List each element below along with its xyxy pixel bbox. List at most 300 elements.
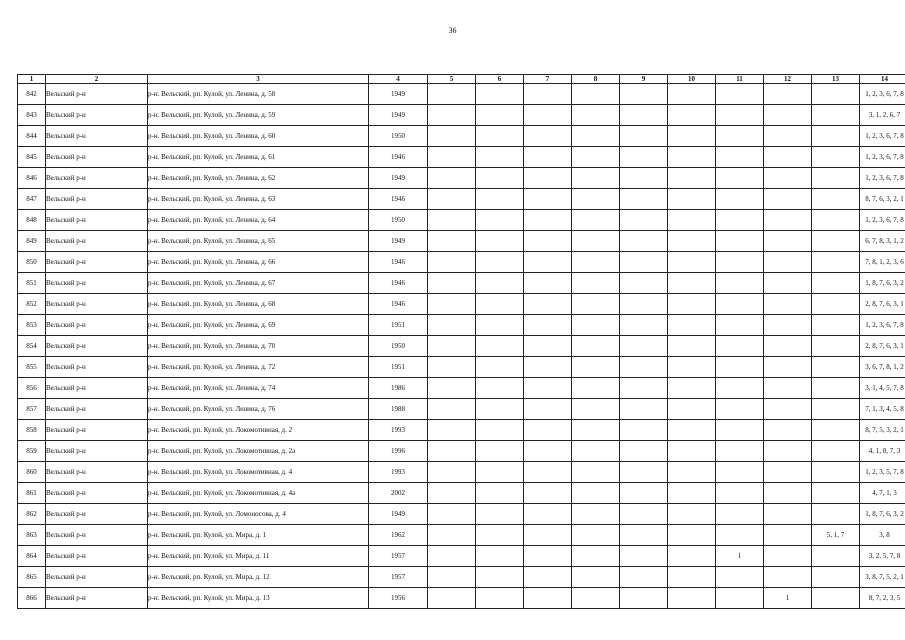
col10-cell [668,399,716,420]
address-cell: р-н. Вельский, рп. Кулой, ул. Ленина, д. 67 [148,273,369,294]
address-cell: р-н. Вельский, рп. Кулой, ул. Ленина, д. 76 [148,399,369,420]
district-cell: Вельский р-н [46,588,148,609]
column-header-6: 6 [476,75,524,84]
col5-cell [428,588,476,609]
column-header-7: 7 [524,75,572,84]
col9-cell [620,168,668,189]
col6-cell [476,504,524,525]
col5-cell [428,525,476,546]
year-cell: 1957 [369,546,428,567]
col10-cell [668,315,716,336]
row-number: 856 [18,378,46,399]
col5-cell [428,168,476,189]
table-row [18,483,905,504]
col6-cell [476,357,524,378]
col6-cell [476,588,524,609]
address-cell: р-н. Вельский, рп. Кулой, ул. Ленина, д. 74 [148,378,369,399]
col6-cell [476,210,524,231]
col13-cell [812,567,860,588]
row-number: 855 [18,357,46,378]
col9-cell [620,567,668,588]
col11-cell [716,231,764,252]
year-cell: 1951 [369,315,428,336]
table-row [18,399,905,420]
col7-cell [524,483,572,504]
district-cell: Вельский р-н [46,336,148,357]
col8-cell [572,105,620,126]
col13-cell [812,336,860,357]
col8-cell [572,420,620,441]
col12-cell [764,168,812,189]
col11-cell [716,420,764,441]
col8-cell [572,399,620,420]
col5-cell [428,273,476,294]
col13-cell [812,231,860,252]
col12-cell [764,567,812,588]
address-cell: р-н. Вельский, рп. Кулой, ул. Ленина, д. 61 [148,147,369,168]
year-cell: 1946 [369,147,428,168]
col7-cell [524,273,572,294]
col8-cell [572,210,620,231]
address-cell: р-н. Вельский, рп. Кулой, ул. Ленина, д. 65 [148,231,369,252]
col8-cell [572,189,620,210]
year-cell: 1957 [369,567,428,588]
col7-cell [524,147,572,168]
col7-cell [524,399,572,420]
col12-cell [764,273,812,294]
table-row [18,357,905,378]
col14-cell: 2, 8, 7, 6, 3, 1 [860,336,905,357]
col10-cell [668,168,716,189]
col9-cell [620,147,668,168]
col10-cell [668,588,716,609]
address-cell: р-н. Вельский, рп. Кулой, ул. Ленина, д. 69 [148,315,369,336]
col11-cell [716,84,764,105]
col7-cell [524,84,572,105]
col11-cell [716,126,764,147]
col12-cell [764,462,812,483]
col10-cell [668,504,716,525]
col11-cell [716,294,764,315]
address-cell: р-н. Вельский, рп. Кулой, ул. Ломоносова, д. 4 [148,504,369,525]
table-row [18,252,905,273]
year-cell: 1946 [369,189,428,210]
col11-cell [716,567,764,588]
col7-cell [524,525,572,546]
row-number: 845 [18,147,46,168]
col14-cell: 1, 2, 3, 6, 7, 8 [860,84,905,105]
col7-cell [524,105,572,126]
table-row [18,525,905,546]
col12-cell [764,147,812,168]
col11-cell [716,168,764,189]
col12-cell [764,84,812,105]
col11-cell [716,357,764,378]
col12-cell [764,294,812,315]
col7-cell [524,189,572,210]
col11-cell [716,441,764,462]
col6-cell [476,399,524,420]
row-number: 865 [18,567,46,588]
col10-cell [668,231,716,252]
col8-cell [572,378,620,399]
col7-cell [524,126,572,147]
table-row [18,294,905,315]
col6-cell [476,441,524,462]
year-cell: 1949 [369,105,428,126]
col7-cell [524,420,572,441]
year-cell: 1949 [369,231,428,252]
col7-cell [524,315,572,336]
address-cell: р-н. Вельский, рп. Кулой, ул. Ленина, д. 62 [148,168,369,189]
col7-cell [524,357,572,378]
table-row [18,147,905,168]
col11-cell [716,189,764,210]
col12-cell [764,252,812,273]
col14-cell: 6, 7, 8, 3, 1, 2 [860,231,905,252]
col14-cell: 4, 1, 8, 7, 3 [860,441,905,462]
col11-cell [716,210,764,231]
col5-cell [428,357,476,378]
year-cell: 1949 [369,504,428,525]
address-cell: р-н. Вельский, рп. Кулой, ул. Ленина, д. 64 [148,210,369,231]
col5-cell [428,189,476,210]
col8-cell [572,525,620,546]
address-cell: р-н. Вельский, рп. Кулой, ул. Ленина, д. 66 [148,252,369,273]
year-cell: 1986 [369,378,428,399]
col6-cell [476,84,524,105]
col5-cell [428,483,476,504]
table-row [18,546,905,567]
col11-cell [716,462,764,483]
col13-cell: 5, 1, 7 [812,525,860,546]
row-number: 858 [18,420,46,441]
col11-cell [716,273,764,294]
col14-cell: 1, 8, 7, 6, 3, 2 [860,273,905,294]
header-row [18,75,905,84]
table-row [18,273,905,294]
col6-cell [476,336,524,357]
column-header-3: 3 [148,75,369,84]
col5-cell [428,504,476,525]
row-number: 852 [18,294,46,315]
col11-cell [716,588,764,609]
row-number: 842 [18,84,46,105]
col5-cell [428,567,476,588]
col9-cell [620,294,668,315]
col11-cell [716,504,764,525]
district-cell: Вельский р-н [46,378,148,399]
col14-cell: 3, 2, 5, 7, 8 [860,546,905,567]
col9-cell [620,504,668,525]
col13-cell [812,462,860,483]
table-row [18,504,905,525]
year-cell: 1962 [369,525,428,546]
address-cell: р-н. Вельский, рп. Кулой, ул. Мира, д. 12 [148,567,369,588]
year-cell: 1993 [369,420,428,441]
col9-cell [620,378,668,399]
col7-cell [524,231,572,252]
col6-cell [476,378,524,399]
col10-cell [668,105,716,126]
col10-cell [668,483,716,504]
col9-cell [620,126,668,147]
col12-cell [764,231,812,252]
district-cell: Вельский р-н [46,399,148,420]
col14-cell: 7, 1, 3, 4, 5, 8 [860,399,905,420]
district-cell: Вельский р-н [46,315,148,336]
col5-cell [428,105,476,126]
col12-cell [764,336,812,357]
district-cell: Вельский р-н [46,126,148,147]
col14-cell: 1, 2, 3, 6, 7, 8 [860,126,905,147]
col7-cell [524,336,572,357]
year-cell: 1950 [369,126,428,147]
col10-cell [668,294,716,315]
col10-cell [668,378,716,399]
col10-cell [668,462,716,483]
address-cell: р-н. Вельский, рп. Кулой, ул. Ленина, д. 60 [148,126,369,147]
col12-cell [764,483,812,504]
col14-cell: 8, 7, 2, 3, 5 [860,588,905,609]
col10-cell [668,84,716,105]
table-row [18,315,905,336]
col14-cell: 1, 8, 7, 6, 3, 2 [860,504,905,525]
col13-cell [812,588,860,609]
col6-cell [476,147,524,168]
table-row [18,84,905,105]
address-cell: р-н. Вельский, рп. Кулой, ул. Ленина, д. 72 [148,357,369,378]
col8-cell [572,126,620,147]
table-row [18,231,905,252]
address-cell: р-н. Вельский, рп. Кулой, ул. Мира, д. 13 [148,588,369,609]
col7-cell [524,441,572,462]
col12-cell [764,399,812,420]
col6-cell [476,420,524,441]
year-cell: 1950 [369,210,428,231]
col6-cell [476,525,524,546]
col12-cell [764,210,812,231]
col9-cell [620,273,668,294]
year-cell: 1988 [369,399,428,420]
col6-cell [476,567,524,588]
col5-cell [428,462,476,483]
district-cell: Вельский р-н [46,420,148,441]
col5-cell [428,399,476,420]
col10-cell [668,525,716,546]
col9-cell [620,252,668,273]
col9-cell [620,315,668,336]
col14-cell: 1, 2, 3, 6, 7, 8 [860,168,905,189]
col8-cell [572,462,620,483]
district-cell: Вельский р-н [46,546,148,567]
col11-cell [716,315,764,336]
col13-cell [812,147,860,168]
col6-cell [476,315,524,336]
col9-cell [620,231,668,252]
col12-cell [764,105,812,126]
col12-cell [764,315,812,336]
col11-cell [716,147,764,168]
address-cell: р-н. Вельский, рп. Кулой, ул. Ленина, д. 59 [148,105,369,126]
col13-cell [812,378,860,399]
row-number: 853 [18,315,46,336]
col5-cell [428,210,476,231]
col6-cell [476,252,524,273]
row-number: 849 [18,231,46,252]
year-cell: 1950 [369,336,428,357]
col8-cell [572,168,620,189]
column-header-10: 10 [668,75,716,84]
row-number: 854 [18,336,46,357]
col6-cell [476,483,524,504]
col9-cell [620,105,668,126]
address-cell: р-н. Вельский, рп. Кулой, ул. Локомотивная, д. 2а [148,441,369,462]
address-cell: р-н. Вельский, рп. Кулой, ул. Мира, д. 1 [148,525,369,546]
col14-cell: 2, 8, 7, 6, 3, 1 [860,294,905,315]
col7-cell [524,168,572,189]
column-header-9: 9 [620,75,668,84]
col7-cell [524,378,572,399]
district-cell: Вельский р-н [46,525,148,546]
col14-cell: 4, 7, 1, 3 [860,483,905,504]
row-number: 848 [18,210,46,231]
table-row [18,168,905,189]
col14-cell: 1, 2, 3, 6, 7, 8 [860,315,905,336]
col14-cell: 7, 8, 1, 2, 3, 6 [860,252,905,273]
col8-cell [572,252,620,273]
district-cell: Вельский р-н [46,84,148,105]
address-cell: р-н. Вельский, рп. Кулой, ул. Ленина, д. 63 [148,189,369,210]
col10-cell [668,567,716,588]
table-row [18,441,905,462]
table-row [18,378,905,399]
col10-cell [668,273,716,294]
address-cell: р-н. Вельский, рп. Кулой, ул. Ленина, д. 68 [148,294,369,315]
col10-cell [668,126,716,147]
col14-cell: 3, 1, 2, 6, 7 [860,105,905,126]
col7-cell [524,252,572,273]
col7-cell [524,567,572,588]
col5-cell [428,420,476,441]
col9-cell [620,210,668,231]
col14-cell: 3, 8, 7, 5, 2, 1 [860,567,905,588]
col6-cell [476,189,524,210]
col9-cell [620,546,668,567]
col13-cell [812,105,860,126]
district-cell: Вельский р-н [46,357,148,378]
column-header-1: 1 [18,75,46,84]
table-row [18,189,905,210]
col11-cell [716,105,764,126]
col13-cell [812,252,860,273]
year-cell: 1946 [369,294,428,315]
column-header-4: 4 [369,75,428,84]
column-header-5: 5 [428,75,476,84]
col10-cell [668,252,716,273]
col10-cell [668,441,716,462]
col5-cell [428,378,476,399]
district-cell: Вельский р-н [46,189,148,210]
col10-cell [668,336,716,357]
col13-cell [812,399,860,420]
col6-cell [476,273,524,294]
year-cell: 2002 [369,483,428,504]
col11-cell: 1 [716,546,764,567]
col7-cell [524,546,572,567]
year-cell: 1949 [369,168,428,189]
col12-cell [764,546,812,567]
col5-cell [428,147,476,168]
district-cell: Вельский р-н [46,210,148,231]
col13-cell [812,84,860,105]
table-body [18,84,905,609]
col14-cell: 3, 6, 7, 8, 1, 2 [860,357,905,378]
column-header-11: 11 [716,75,764,84]
column-header-13: 13 [812,75,860,84]
col12-cell [764,525,812,546]
district-cell: Вельский р-н [46,273,148,294]
col8-cell [572,147,620,168]
row-number: 843 [18,105,46,126]
col8-cell [572,357,620,378]
col14-cell: 1, 2, 3, 5, 7, 8 [860,462,905,483]
district-cell: Вельский р-н [46,483,148,504]
col11-cell [716,336,764,357]
col8-cell [572,567,620,588]
year-cell: 1993 [369,462,428,483]
row-number: 851 [18,273,46,294]
district-cell: Вельский р-н [46,105,148,126]
col8-cell [572,273,620,294]
col10-cell [668,546,716,567]
table-row [18,420,905,441]
year-cell: 1949 [369,84,428,105]
col7-cell [524,588,572,609]
column-header-2: 2 [46,75,148,84]
district-cell: Вельский р-н [46,168,148,189]
col12-cell [764,420,812,441]
district-cell: Вельский р-н [46,504,148,525]
row-number: 866 [18,588,46,609]
col7-cell [524,462,572,483]
col13-cell [812,357,860,378]
row-number: 862 [18,504,46,525]
col6-cell [476,105,524,126]
col6-cell [476,546,524,567]
page-number: 36 [448,26,457,35]
address-cell: р-н. Вельский, рп. Кулой, ул. Локомотивная, д. 4а [148,483,369,504]
district-cell: Вельский р-н [46,231,148,252]
year-cell: 1946 [369,252,428,273]
col8-cell [572,84,620,105]
col6-cell [476,126,524,147]
address-cell: р-н. Вельский, рп. Кулой, ул. Ленина, д. 58 [148,84,369,105]
address-cell: р-н. Вельский, рп. Кулой, ул. Ленина, д. 70 [148,336,369,357]
col14-cell: 1, 2, 3, 6, 7, 8 [860,147,905,168]
district-cell: Вельский р-н [46,567,148,588]
col6-cell [476,231,524,252]
col6-cell [476,294,524,315]
col10-cell [668,420,716,441]
col5-cell [428,315,476,336]
col8-cell [572,315,620,336]
row-number: 864 [18,546,46,567]
col8-cell [572,546,620,567]
row-number: 857 [18,399,46,420]
col11-cell [716,483,764,504]
col12-cell [764,378,812,399]
